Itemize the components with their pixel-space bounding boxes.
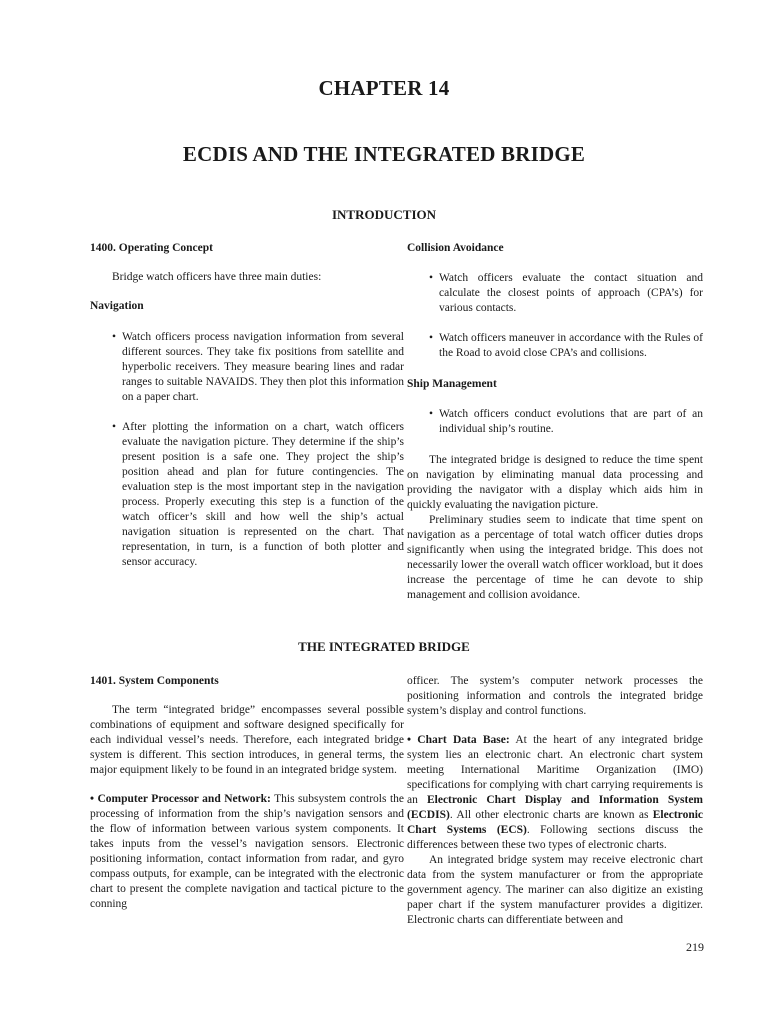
chart-data-base-paragraph <box>407 733 703 853</box>
ship-management-bullet-1 <box>407 407 703 437</box>
navigation-bullet-2-text: After plotting the information on a chart, watch officers evaluate the navigation picture. They determine if the ship’s present position is a safe one. They project the ship’s position ahead and plan for future contingencies. The evaluation step is the most important step in the navigation process. Properly executing this step is a function of the watch officer’s skill and how well the ship’s actual navigation situation is represented on the chart. That representation, in turn, is a function of both plotter and sensor accuracy. <box>122 421 404 568</box>
collision-bullet-1 <box>407 271 703 316</box>
navigation-bullet-2 <box>90 420 404 570</box>
ship-management-bullet-1-text: Watch officers conduct evolutions that are part of an individual ship’s routine. <box>439 408 703 435</box>
computer-processor-label: • Computer Processor and Network: <box>90 793 271 805</box>
integrated-bridge-paragraph-3: An integrated bridge system may receive electronic chart data from the system manufacturer or from the appropriate government agency. The mariner can also digitize an existing paper chart if the system manufacturer provides a digitizer. Electronic charts can differentiate between and <box>407 854 703 926</box>
section-1401-title: 1401. System Components <box>90 675 219 687</box>
collision-bullet-1-text: Watch officers evaluate the contact situation and calculate the closest points of approach (CPA’s) for various contacts. <box>439 272 703 314</box>
integrated-bridge-heading: THE INTEGRATED BRIDGE <box>298 639 470 654</box>
navigation-bullet-1-text: Watch officers process navigation information from several different sources. They take fix positions from satellite and hyperbolic receivers. They measure bearing lines and radar ranges to suitable NAVAIDS. They then plot this information on a paper chart. <box>122 331 404 403</box>
section-1400-title: 1400. Operating Concept <box>90 242 213 254</box>
chart-data-base-label: • Chart Data Base: <box>407 734 510 746</box>
ship-management-title: Ship Management <box>407 378 497 390</box>
introduction-heading: INTRODUCTION <box>331 207 436 222</box>
chapter-number: CHAPTER 14 <box>318 76 450 100</box>
chart-data-base-text-2: . All other electronic charts are known as <box>449 809 649 821</box>
collision-bullet-2-text: Watch officers maneuver in accordance with the Rules of the Road to avoid close CPA’s and collisions. <box>439 332 703 359</box>
bullet-icon: • <box>112 421 117 433</box>
intro-left-column <box>90 241 404 570</box>
navigation-title: Navigation <box>90 300 144 312</box>
computer-processor-paragraph <box>90 792 404 912</box>
chapter-title: ECDIS AND THE INTEGRATED BRIDGE <box>182 142 586 166</box>
bullet-icon: • <box>429 408 434 420</box>
ecdis-term: Electronic Chart Display and Information System (ECDIS) <box>407 794 703 821</box>
computer-processor-text: This subsystem controls the processing of information from the ship’s navigation sensors and the flow of information between various system components. It takes inputs from the vessel’s navigation sensors. Electronic positioning information, contact information from radar, and gyro compass outputs, for example, can be integrated with the electronic chart to present the complete navigation and tactical picture to the conning <box>90 793 404 910</box>
computer-processor-continued: officer. The system’s computer network processes the positioning information and controls the integrated bridge system’s display and control functions. <box>407 675 703 717</box>
bullet-icon: • <box>429 272 434 284</box>
navigation-bullet-1 <box>90 330 404 405</box>
collision-avoidance-title: Collision Avoidance <box>407 242 504 254</box>
integrated-bridge-paragraph-2: Preliminary studies seem to indicate that time spent on navigation as a percentage of total watch officer duties drops significantly when using the integrated bridge. This does not necessarily lower the overall watch officer workload, but it does increase the percentage of time he can devote to ship management and collision avoidance. <box>407 514 703 601</box>
chart-data-base-text-3: . Following sections discuss the differences between these two types of electronic charts. <box>407 824 703 851</box>
integrated-bridge-right-column <box>407 674 703 928</box>
intro-right-column <box>407 241 703 603</box>
chart-data-base-text-1: At the heart of any integrated bridge system lies an electronic chart. An electronic chart system meeting International Maritime Organization (IMO) specifications for complying with chart carrying requirements is an <box>407 734 704 806</box>
integrated-bridge-paragraph-1: The integrated bridge is designed to reduce the time spent on navigation by eliminating manual data processing and providing the navigator with a display which aids him in quickly evaluating the navigation picture. <box>407 454 703 511</box>
page-number: 219 <box>686 940 704 954</box>
section-1400-body: Bridge watch officers have three main duties: <box>112 271 322 283</box>
section-1401-body: The term “integrated bridge” encompasses several possible combinations of equipment and software designed specifically for each individual vessel’s needs. Therefore, each integrated bridge system is different. This section introduces, in general terms, the major equipment likely to be found in an integrated bridge system. <box>90 704 404 776</box>
ecs-term: Electronic Chart Systems (ECS) <box>407 809 704 836</box>
collision-bullet-2 <box>407 331 703 361</box>
bullet-icon: • <box>112 331 117 343</box>
integrated-bridge-left-column <box>90 674 404 912</box>
bullet-icon: • <box>429 332 434 344</box>
